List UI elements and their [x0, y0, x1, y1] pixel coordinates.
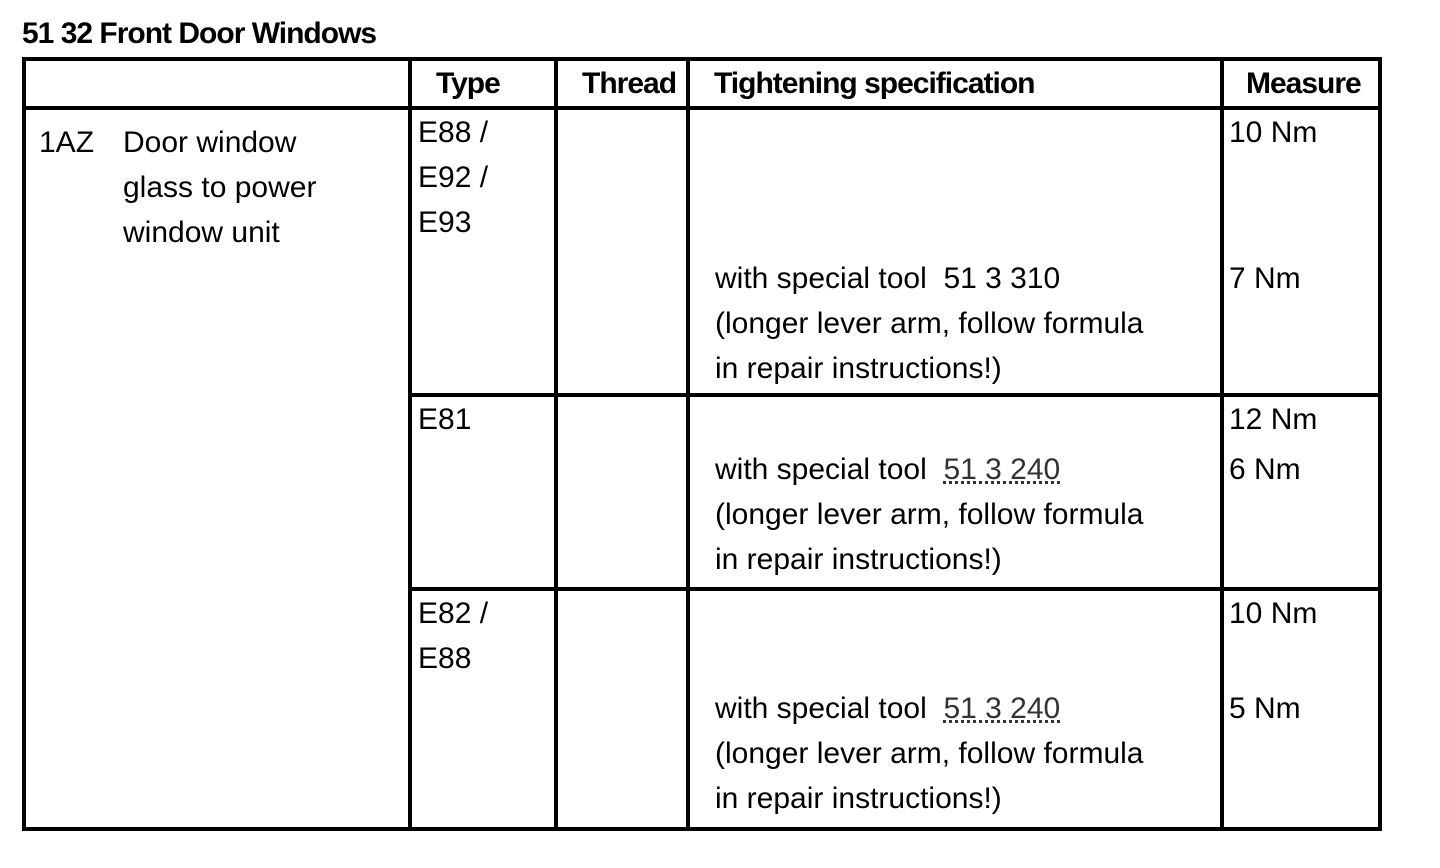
spec-prefix: with special tool	[715, 262, 927, 295]
header-tightening-specification: Tightening specification	[688, 59, 1222, 108]
spec-note-line: in repair instructions!)	[715, 543, 1002, 576]
type-line: E88	[418, 642, 472, 675]
type-line: E92 /	[418, 161, 489, 194]
tool-link[interactable]: 51 3 240	[943, 692, 1061, 725]
spec-prefix: with special tool	[715, 453, 927, 486]
thread-cell	[556, 589, 688, 829]
type-cell	[410, 589, 556, 829]
spec-note-line: in repair instructions!)	[715, 352, 1002, 385]
type-line: E93	[418, 206, 472, 239]
spec-tool-line	[715, 447, 1220, 492]
page-title: 51 32 Front Door Windows	[22, 17, 377, 50]
table-header-row	[24, 59, 1380, 108]
thread-cell	[556, 395, 688, 589]
spec-cell	[688, 108, 1222, 395]
measure-with-tool: 6 Nm	[1229, 453, 1301, 486]
spec-note-line: (longer lever arm, follow formula	[715, 498, 1144, 531]
header-blank	[24, 59, 410, 108]
measure-with-tool: 5 Nm	[1229, 692, 1301, 725]
item-description-line: window unit	[123, 216, 280, 249]
spec-note-line: (longer lever arm, follow formula	[715, 307, 1144, 340]
item-description-line: Door window	[123, 126, 297, 159]
item-description-line: glass to power	[123, 171, 317, 204]
item-description	[123, 120, 383, 255]
tool-number: 51 3 310	[943, 262, 1061, 295]
spec-note-line: (longer lever arm, follow formula	[715, 737, 1144, 770]
thread-cell	[556, 108, 688, 395]
table-row	[24, 108, 1380, 395]
header-thread: Thread	[556, 59, 688, 108]
spec-cell	[688, 589, 1222, 829]
type-cell	[410, 395, 556, 589]
spec-note-line: in repair instructions!)	[715, 782, 1002, 815]
spec-tool-line	[715, 686, 1220, 731]
tool-link[interactable]: 51 3 240	[943, 453, 1061, 486]
measure-standard: 12 Nm	[1229, 403, 1318, 436]
item-cell	[24, 108, 410, 829]
type-cell	[410, 108, 556, 395]
measure-with-tool: 7 Nm	[1229, 262, 1301, 295]
spec-tool-line	[715, 256, 1220, 301]
item-code: 1AZ	[39, 126, 95, 159]
measure-cell	[1222, 589, 1380, 829]
measure-standard: 10 Nm	[1229, 116, 1318, 149]
measure-standard: 10 Nm	[1229, 597, 1318, 630]
type-line: E88 /	[418, 116, 489, 149]
header-type: Type	[410, 59, 556, 108]
header-measure: Measure	[1222, 59, 1380, 108]
measure-cell	[1222, 108, 1380, 395]
spec-cell	[688, 395, 1222, 589]
type-line: E82 /	[418, 597, 489, 630]
type-line: E81	[418, 403, 472, 436]
measure-cell	[1222, 395, 1380, 589]
spec-prefix: with special tool	[715, 692, 927, 725]
torque-spec-table	[22, 57, 1382, 831]
